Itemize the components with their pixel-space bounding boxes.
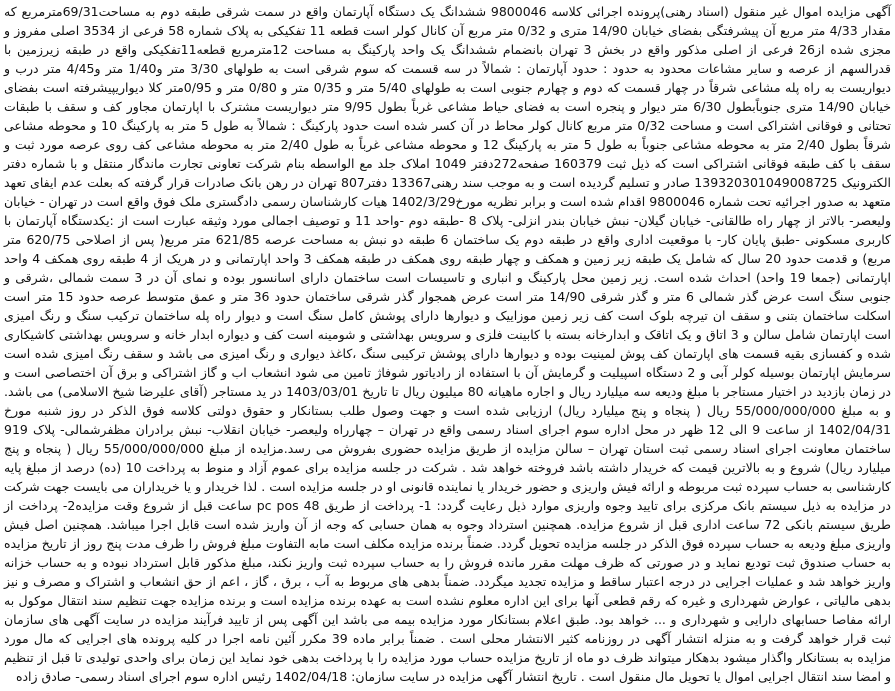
notice-body: آگهی مزایده اموال غیر منقول (اسناد رهنی)پرونده اجرائی کلاسه 9800046 ششدانگ یک دستگاه آپارتمان واقع در سمت شرقی طبقه دوم به مساحت69/31مترمربع که مقدار 4/33 متر مربع آن پیشرفتگی بفضای خیابان 14/90 متری و 0/32 متر مربع آن کانال کولر است قطعه 11 تفکیکی به پلاک شماره 58 فرعی از 3534 اصلی مفروز و مجزی شده از26 فرعی از اصلی مذکور واقع در بخش 3 تهران بانضمام ششدانگ یک واحد پارکینگ به مساحت 12مترمربع قطعه11تفکیکی واقع در طبقه زیرزمین با قدرالسهم از عرصه و سایر مشاعات محدود به حدود : حدود آپارتمان : شمالاً در سه قسمت که سوم شرقی است به طولهای 3/30 متر و1/40 متر و4/45 متر درب و دیواریست به راه پله مشاعی شرقاً در چهار قسمت که دوم و چهارم جنوبی است به طولهای 5/40 متر و 0/35 متر و 0/80 متر و 0/95متر کلا دیواریپیشرفته است بفضای خیابان 14/90 متری جنوباًبطول 6/30 متر دیوار و پنجره است به فضای حیاط مشاعی غرباً بطول 9/95 متر دیواریست مشترک با اپارتمان مجاور کف و سقف با طبقات تحتانی و فوقانی اشتراکی است و مساحت 0/32 متر مربع کانال کولر محاط در آن کسر شده است حدود پارکینگ : شمالاً به طول 5 متر به پارکینگ 10 و محوطه مشاعی شرقاً بطول 2/40 متر به محوطه مشاعی جنوباً به طول 5 متر به پارکینگ 12 و محوطه مشاعی غرباً به طول 2/40 متر به محوطه مشاعی کف روی عرصه مورد ثبت و سقف با کف طبقه فوقانی اشتراکی است که ذیل ثبت 160379 صفحه272دفتر 1049 املاک جلد مع الواسطه بنام شرکت تعاونی تجارت ماندگار منتقل و با شماره دفتر الکترونیک 139320301049008725 صادر و تسلیم گردیده است و به موجب سند رهنی13367 دفتر807 تهران در رهن بانک صادرات قرار گرفته که بعلت عدم ایفای تعهد متعهد به صدور اجرائیه تحت شماره 9800046 اقدام شده است و برابر نظریه مورخ1402/3/29 هیات کارشناسان رسمی دادگستری ملک فوق واقع است در تهران - خیابان ولیعصر- بالاتر از چهار راه طالقانی- خیابان گیلان- نبش خیابان بندر انزلی- پلاک 8 -طبقه دوم -واحد 11 و توصیف اجمالی مورد وثیقه عبارت است از :یکدستگاه آپارتمان با کاربری مسکونی -طبق پایان کار- با موقعیت اداری واقع در طبقه دوم یک ساختمان 6 طبقه دو نبش به مساحت عرصه 621/85 متر مربع( پس از اصلاحی 620/75 متر مربع) و قدمت حدود 20 سال که شامل یک طبقه زیر زمین و همکف و چهار طبقه روی همکف در طبقه همکف 3 واحد اپارتمانی و در هریک از 4 طبقه روی همکف 4 واحد اپارتمانی (جمعا 19 واحد) احداث شده است. زیر زمین محل پارکینگ و انباری و تاسیسات است ساختمان دارای اسانسور بوده و نمای آن در 3 سمت شمالی ،شرقی و جنوبی سنگ است عرض گذر شمالی 6 متر و گذر شرقی 14/90 متر است عرض همجوار گذر شرقی ساختمان حدود 36 متر و عمق متوسط عرصه حدود 15 متر است اسکلت ساختمان بتنی و سقف ان تیرچه بلوک است کف زیر زمین موزاییک و دیوارها دارای پوشش کامل سنگ است و دیوار راه پله ساختمان ترکیب سنگ و رنگ امیزی است اپارتمان شامل سالن و 3 اتاق و یک اتاقک و ابدارخانه بسته با کابینت فلزی و سرویس بهداشتی و شومینه است کف و دیواره ابدار خانه و سرویس بهداشتی کاشیکاری شده و کفسازی بقیه قسمت های اپارتمان کف پوش لمینیت بوده و دیوارها دارای پوشش ترکیبی سنگ ،کاغذ دیواری و رنگ امیزی می باشد و سقف رنگ امیزی شده است سرمایش اپارتمان بوسیله کولر آبی و 2 دستگاه اسپیلیت و گرمایش آن با استفاده از رادیاتور شوفاژ تامین می شود انشعاب اب و گاز اشتراکی و برق آن اختصاصی است و در زمان بازدید در اختیار مستاجر با مبلغ ودیعه سه میلیارد ریال و اجاره ماهیانه 80 میلیون ریال تا تاریخ 1403/03/01 در ید مستاجر (آقای علیرضا شیخ الاسلامی) می باشد. و به مبلغ 55/000/000/000 ریال ( پنجاه و پنج میلیارد ریال) ارزیابی شده است و جهت وصول طلب بستانکار و حقوق دولتی کلاسه فوق الذکر در روز شنبه مورخ 1402/04/31 از ساعت 9 الی 12 ظهر در محل اداره سوم اجرای اسناد رسمی واقع در تهران – چهارراه ولیعصر- خیابان انقلاب- نبش برادران مظفرشمالی- پلاک 919 ساختمان معاونت اجرای اسناد رسمی ثبت استان تهران – سالن مزایده از طریق مزایده حضوری بفروش می رسد.مزایده از مبلغ 55/000/000/000 ریال ( پنجاه و پنج میلیارد ریال) شروع و به بالاترین قیمت که خریدار داشته باشد فروخته خواهد شد . شرکت در جلسه مزایده برای عموم آزاد و منوط به پرداخت 10 (ده) درصد از مبلغ پایه کارشناسی به حساب سپرده ثبت مربوطه و ارائه فیش واریزی و حضور خریدار یا نماینده قانونی او در جلسه مزایده است . لذا خریدار و یا خریداران می بایست جهت شرکت در مزایده به ذیل سیستم بانک مرکزی برای تایید وجوه واریزی موارد ذیل رعایت گردد: 1- پرداخت از طریق pc pos 48 ساعت قبل از شروع وقت مزایده2- پرداخت از طریق سیستم بانکی 72 ساعت اداری قبل از شروع مزایده. همچنین استرداد وجوه به همان حسابی که وجه از آن واریز شده است قابل اجرا میباشد. همچنین اصل فیش واریزی مبلغ ودیعه به حساب سپرده فوق الذکر در جلسه مزایده تحویل گردد. ضمناً برنده مزایده مکلف است مابه التفاوت مبلغ فروش را ظرف مدت پنج روز از تاریخ مزایده به حساب صندوق ثبت تودیع نماید و در صورتی که ظرف مهلت مقرر مانده فروش را به حساب سپرده ثبت واریز نکند، مبلغ مذکور قابل استرداد نبوده و به حساب خزانه واریز خواهد شد و عملیات اجرایی در درجه اعتبار ساقط و مزایده تجدید میگردد. ضمناً بدهی های مربوط به آب ، برق ، گاز ، اعم از حق انشعاب و اشتراک و مصرف و نیز بدهی مالیاتی ، عوارض شهرداری و غیره که رقم قطعی آنها برای این اداره معلوم نشده است به عهده برنده مزایده است و برنده مزایده جهت تنظیم سند انتقال موکول به ارائه مفاصا حسابهای دارایی و شهرداری و ... خواهد بود. طبق اعلام بستانکار مورد مزایده بیمه می باشد این آگهی پس از تایید فرآیند مزایده در سایت آگهی های سازمان ثبت قرار خواهد گرفت و به منزله انتشار آگهی در روزنامه کثیر الانتشار محلی است . ضمناً برابر ماده 39 مکرر آئین نامه اجرا در کلیه پرونده های اجرایی که مال مورد مزایده به بستانکار واگذار میشود بدهکار میتواند ظرف دو ماه از تاریخ مزایده حساب مورد مزایده را با پرداخت بدهی خود نماید این زمان برای واحدی تولیدی تا قبل از تنظیم و امضا سند انتقال اجرایی اموال یا تحویل مال منقول است . تاریخ انتشار آگهی مزایده در سایت سازمان: 1402/04/18 رئیس اداره سوم اجرای اسناد رسمی- صادق زاده: [4, 4, 892, 684]
